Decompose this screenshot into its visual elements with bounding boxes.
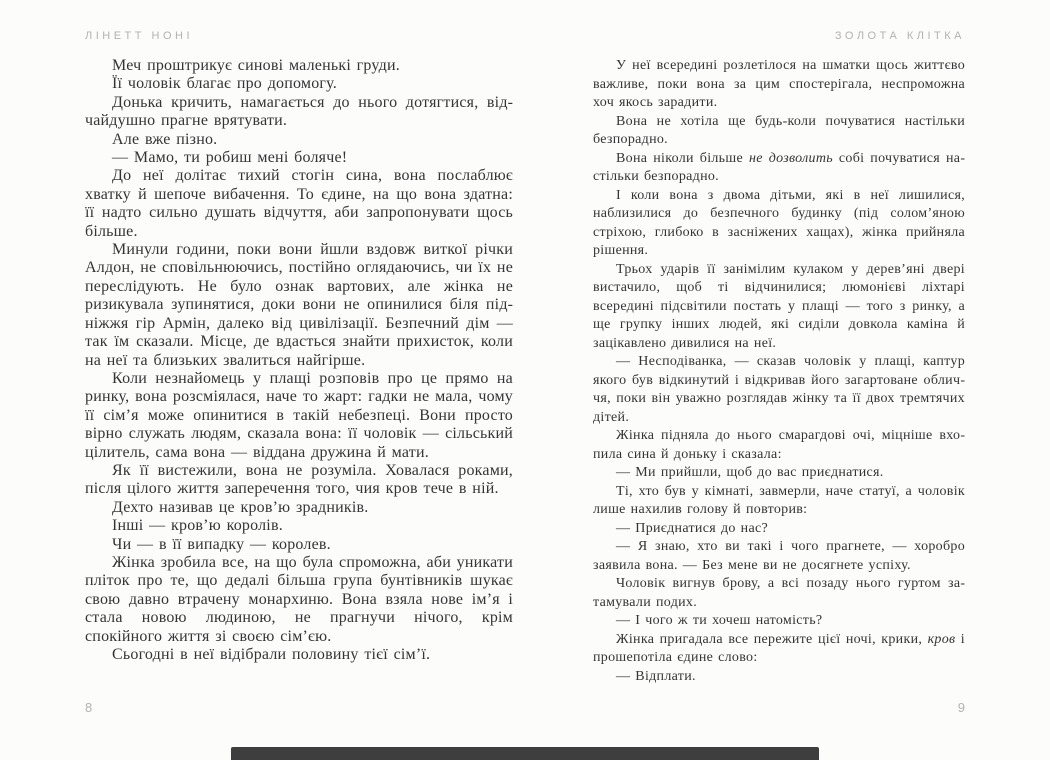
page-number-left: 8 <box>85 700 93 715</box>
paragraph: — Відплати. <box>616 668 696 684</box>
paragraph: — Я знаю, хто ви такі і чого прагнете, — хоробро заявила вона. — Без мене ви не досягнете успіху. <box>593 539 965 573</box>
paragraph: — Мамо, ти робиш мені боляче! <box>112 149 348 167</box>
paragraph: Вона не хотіла ще будь-коли почуватися настільки безпорадно. <box>593 113 965 147</box>
paragraph: Меч проштрикує синові маленькі груди. <box>112 57 400 74</box>
paragraph: Трьох ударів її занімілим кулаком у дерев’яні двері вистачило, щоб ті відчинилися; люмонієві ліхтарі всередині підсвітили постать у плащі — того з ринку, а ще групку інших людей, які сиділи довкола каміна й зацікавлено дивилися на неї. <box>593 261 965 351</box>
paragraph: — Несподіванка, — сказав чоловік у плащі, каптур якого був відкинутий і відкривав його загартоване обличчя, поки він уважно розглядав жінку та її двох тремтячих дітей. <box>593 354 965 425</box>
running-head-title: ЗОЛОТА КЛІТКА <box>834 30 965 42</box>
paragraph: — І чого ж ти хочеш натомість? <box>616 613 823 628</box>
left-page-content <box>85 30 513 664</box>
paragraph: У неї всередині розлетілося на шматки щось життєво важливе, поки вона за цим спостерігала, неспроможна хоч якось зарадити. <box>593 58 965 110</box>
paragraph: До неї долітає тихий стогін сина, вона послаблює хватку й шепоче вибачення. То єдине, на що вона здатна: її надто сильно душать відчуття, аби запропонувати щось більше. <box>85 167 513 240</box>
paragraph: Чоловік вигнув брову, а всі позаду нього гуртом затамували подих. <box>593 576 965 610</box>
page-number-right: 9 <box>957 700 965 715</box>
paragraph: Інші — кров’ю королів. <box>112 517 283 535</box>
paragraph: Донька кричить, намагається до нього дотягтися, відчайдушно прагне врятувати. <box>85 93 513 130</box>
paragraph: Жінка зробила все, на що була спроможна, аби уникати пліток про те, що дедалі більша група бунтівників шукає свою давно втрачену монархиню. Вона взяла нове ім’я і стала новою людиною, не прагнучи нічого, крім спокійного життя зі своєю сім’єю. <box>85 553 513 645</box>
right-page-body <box>593 57 965 686</box>
paragraph: Дехто називав це кров’ю зрадників. <box>112 498 369 516</box>
paragraph: Вона ніколи більше не дозволить собі почуватися настільки безпорадно. <box>593 150 965 184</box>
right-page-content <box>593 30 965 686</box>
paragraph: — Приєднатися до нас? <box>616 520 768 536</box>
paragraph: — Ми прийшли, щоб до вас приєднатися. <box>616 465 884 480</box>
paragraph: Її чоловік благає про допомогу. <box>112 75 337 93</box>
paragraph: Коли незнайомець у плащі розповів про це прямо на ринку, вона розсміялася, наче то жарт: гадки не мала, чому її сім’я може опинитися в такій небезпеці. Вони просто вірно служать людям, сказала вона: її чоловік — сільський цілитель, сама вона — віддана дружина й мати. <box>85 369 513 461</box>
left-page-body <box>85 57 513 664</box>
paragraph: Ті, хто був у кімнаті, завмерли, наче статуї, а чоловік лише нахилив голову й повторив: <box>593 483 965 517</box>
paragraph: І коли вона з двома дітьми, які в неї лишилися, наблизилися до безпечного будинку (під солом’яною стріхою, глибоко в засніжених хащах), жінка прийняла рішення. <box>593 187 965 258</box>
paragraph: Минули години, поки вони йшли вздовж виткої річки Алдон, не сповільнюючись, постійно оглядаючись, чи їх не переслідують. Не було ознак вартових, але жінка не ризикувала зупинятися, доки вони не опинилися біля підніжжя гір Армін, далеко від цивілізації. Безпечний дім — так їм сказали. Місце, де вдасться знайти прихисток, коли на неї та близьких звалиться найгірше. <box>85 241 513 369</box>
paragraph: Жінка підняла до нього смарагдові очі, міцніше вхопила сина й доньку і сказала: <box>593 428 965 462</box>
right-page <box>525 0 1050 760</box>
bottom-bar[interactable] <box>231 747 819 760</box>
paragraph: Чи — в її випадку — королев. <box>112 535 331 553</box>
paragraph: Але вже пізно. <box>112 130 218 148</box>
running-head-author: ЛІНЕТТ НОНІ <box>85 30 194 42</box>
paragraph: Сьогодні в неї відібрали половину тієї сім’ї. <box>112 646 431 663</box>
paragraph: Жінка пригадала все пережите цієї ночі, крики, кров і прошепотіла єдине слово: <box>593 631 965 665</box>
paragraph: Як її вистежили, вона не розуміла. Ховалася роками, після цілого життя заперечення того, чия кров тече в ній. <box>85 461 513 498</box>
